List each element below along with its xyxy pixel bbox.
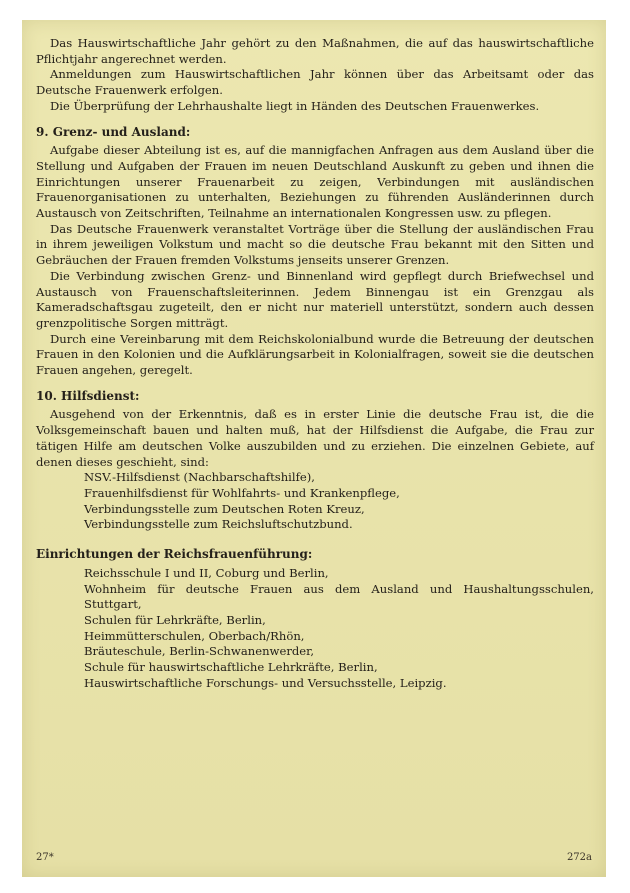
einrichtungen-heading: Einrichtungen der Reichsfrauenführung: bbox=[36, 547, 313, 562]
list-item: Frauenhilfsdienst für Wohlfahrts- und Krankenpflege, bbox=[84, 485, 400, 500]
list-item: NSV.-Hilfsdienst (Nachbarschaftshilfe), bbox=[84, 470, 315, 485]
signature-mark: 27* bbox=[36, 852, 54, 863]
list-item: Verbindungsstelle zum Reichsluftschutzbund. bbox=[84, 517, 353, 532]
list-item: Heimmütterschulen, Oberbach/Rhön, bbox=[84, 628, 305, 643]
list-item: Schulen für Lehrkräfte, Berlin, bbox=[84, 612, 266, 627]
section-9-paragraph-4: Durch eine Vereinbarung mit dem Reichskolonialbund wurde die Betreuung der deutschen Frauen in den Kolonien und die Aufklärungsarbeit in Kolonialfragen, soweit sie die deutschen Frauen angehen, geregelt. bbox=[36, 331, 594, 378]
list-item: Hauswirtschaftliche Forschungs- und Versuchsstelle, Leipzig. bbox=[84, 675, 447, 690]
section-10-heading: 10. Hilfsdienst: bbox=[36, 388, 140, 403]
list-item: Reichsschule I und II, Coburg und Berlin, bbox=[84, 565, 329, 580]
section-9-paragraph-3: Die Verbindung zwischen Grenz- und Binnenland wird gepflegt durch Briefwechsel und Austausch von Frauenschaftsleiterinnen. Jedem Binnengau ist ein Grenzgau als Kameradschaftsgau zugeteilt, den er nicht nur materiell unterstützt, sondern auch dessen grenzpolitische Sorgen mitträgt. bbox=[36, 268, 594, 330]
section-9-paragraph-1: Aufgabe dieser Abteilung ist es, auf die mannigfachen Anfragen aus dem Ausland über die Stellung und Aufgaben der Frauen im neuen Deutschland Auskunft zu geben und ihnen die Einrichtungen unserer Frauenarbeit zu zeigen, Verbindungen mit ausländischen Frauenorganisationen zu unterhalten, Beziehungen zu führenden Ausländerinnen durch Austausch von Zeitschriften, Teilnahme an internationalen Kongressen usw. zu pflegen. bbox=[36, 143, 594, 221]
list-item: Verbindungsstelle zum Deutschen Roten Kreuz, bbox=[84, 501, 365, 516]
page-text bbox=[36, 36, 594, 691]
section-9-paragraph-2: Das Deutsche Frauenwerk veranstaltet Vorträge über die Stellung der ausländischen Frau in ihrem jeweiligen Volkstum und macht so die deutsche Frau bekannt mit den Sitten und Gebräuchen der Frauen fremden Volkstums jenseits unserer Grenzen. bbox=[36, 221, 594, 268]
list-item: Bräuteschule, Berlin-Schwanenwerder, bbox=[84, 644, 315, 659]
intro-paragraph-1: Das Hauswirtschaftliche Jahr gehört zu den Maßnahmen, die auf das hauswirtschaftliche Pflichtjahr angerechnet werden. bbox=[36, 36, 594, 66]
einrichtungen-list bbox=[36, 566, 594, 692]
section-9-heading: 9. Grenz- und Ausland: bbox=[36, 124, 191, 139]
intro-paragraph-2: Anmeldungen zum Hauswirtschaftlichen Jahr können über das Arbeitsamt oder das Deutsche Frauenwerk erfolgen. bbox=[36, 67, 594, 98]
section-10-paragraph: Ausgehend von der Erkenntnis, daß es in erster Linie die deutsche Frau ist, die die Volksgemeinschaft bauen und halten muß, hat der Hilfsdienst die Aufgabe, die Frau zur tätigen Hilfe am deutschen Volke auszubilden und zu erziehen. Die einzelnen Gebiete, auf denen dieses geschieht, sind: bbox=[36, 407, 594, 469]
list-item: Schule für hauswirtschaftliche Lehrkräfte, Berlin, bbox=[84, 660, 378, 675]
list-item: Wohnheim für deutsche Frauen aus dem Ausland und Haushaltungsschulen, Stuttgart, bbox=[84, 581, 594, 612]
intro-paragraph-3: Die Überprüfung der Lehrhaushalte liegt in Händen des Deutschen Frauenwerkes. bbox=[50, 98, 540, 113]
hilfsdienst-list bbox=[36, 470, 594, 533]
book-page bbox=[22, 20, 606, 877]
page-number: 272a bbox=[566, 852, 592, 863]
